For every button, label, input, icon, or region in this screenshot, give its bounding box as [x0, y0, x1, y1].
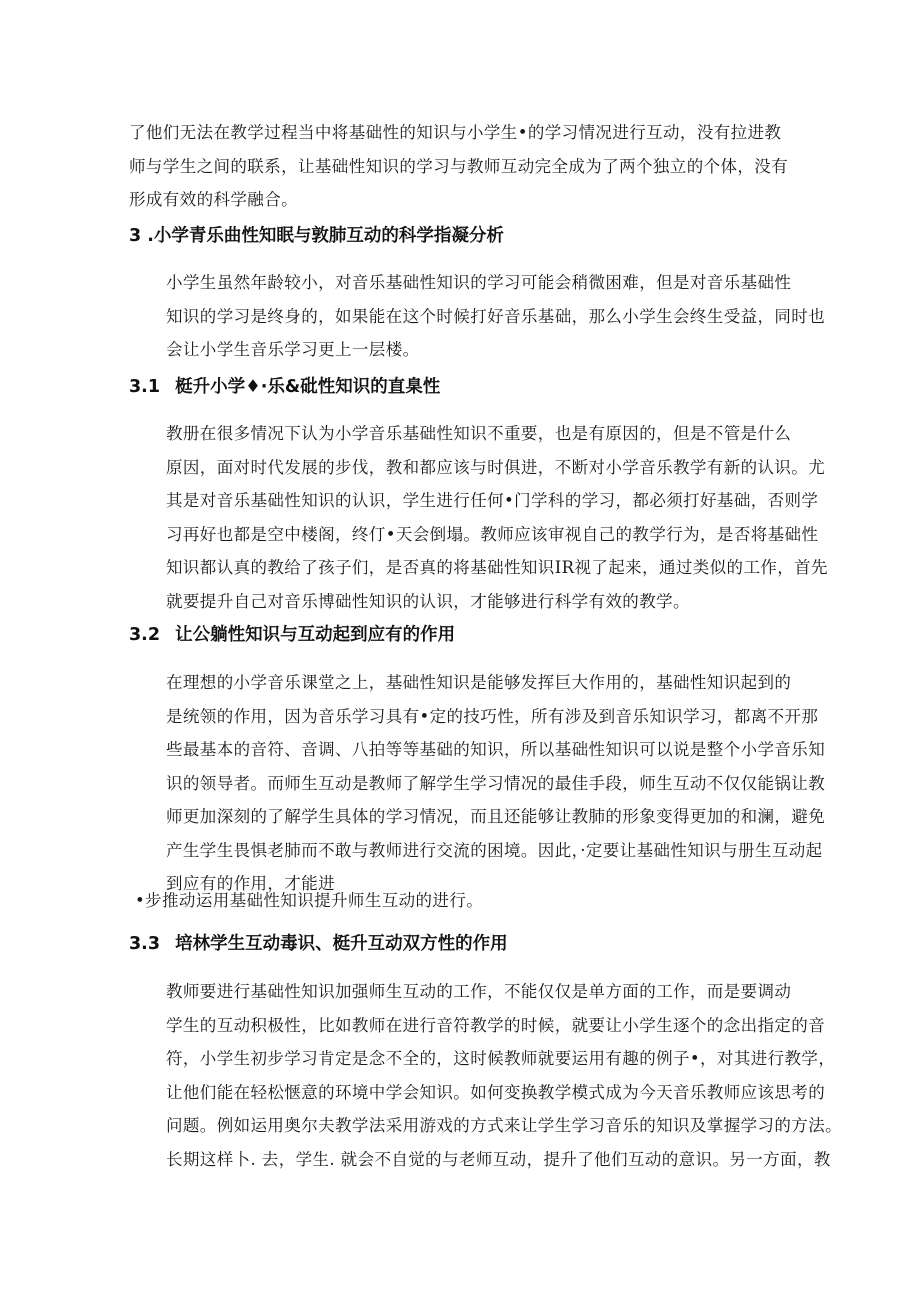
text-line: 其是对音乐基础性知识的认识，学生进行任何•门学科的学习，都必须打好基础，否则学 [166, 491, 819, 510]
section-title: 让公躺性知识与互动起到应有的作用 [175, 625, 456, 645]
text-line: 小学生虽然年龄较小，对音乐基础性知识的学习可能会稍微困难，但是对音乐基础性 [166, 273, 792, 292]
text-line: 些最基本的音符、音调、八拍等等基础的知识，所以基础性知识可以说是整个小学音乐知 [166, 740, 826, 759]
section-number: 3 [129, 226, 142, 246]
text-line: 形成有效的科学融合。 [129, 190, 298, 209]
section-number: 3.2 [129, 625, 161, 645]
paragraph-section-3-2-continuation [135, 884, 797, 918]
text-line: 师与学生之间的联系，让基础性知识的学习与教师互动完全成为了两个独立的个体，没有 [129, 156, 789, 176]
paragraph-section-3 [129, 266, 826, 367]
text-line: 习再好也都是空中楼阁，终仃•天会倒塌。教师应该审视自己的教学行为，是否将基础性 [166, 524, 819, 544]
text-line: 会让小学生音乐学习更上一层楼。 [166, 340, 420, 359]
text-line: 产生学生畏惧老肺而不敢与教师进行交流的困境。因此，·定要让基础性知识与册生互动起 [166, 840, 823, 860]
section-number: 3.3 [129, 934, 161, 954]
text-line: 到应有的作用，才能进 [166, 874, 335, 893]
text-line: •步推动运用基础性知识提升师生互动的进行。 [135, 891, 484, 910]
section-number: 3.1 [129, 377, 161, 397]
text-line: 让他们能在轻松惬意的环境中学会知识。如何变换教学模式成为今天音乐教师应该思考的 [166, 1082, 826, 1102]
section-title: 培林学生互动毒识、梃升互动双方性的作用 [175, 934, 508, 954]
paragraph-intro [129, 116, 791, 217]
text-line: 原因，面对时代发展的步伐，教和都应该与时俱进，不断对小学音乐教学有新的认识。尤 [166, 457, 826, 477]
text-line: 教师要进行基础性知识加强师生互动的工作，不能仅仅是单方面的工作，而是要调动 [166, 982, 792, 1001]
text-line: 问题。例如运用奥尔夫教学法采用游戏的方式来让学生学习音乐的知识及掌握学习的方法。 [166, 1116, 842, 1135]
paragraph-section-3-2 [129, 666, 826, 901]
text-line: 识的领导者。而师生互动是教师了解学生学习情况的最佳手段，师生互动不仅仅能锅让教 [166, 773, 826, 793]
section-heading-3-3 [129, 932, 791, 956]
section-heading-3-2 [129, 623, 791, 647]
text-line: 了他们无法在教学过程当中将基础性的知识与小学生•的学习情况进行互动，没有拉进教 [129, 123, 782, 142]
section-title: .小学青乐曲性知眠与敦肺互动的科学指凝分析 [147, 226, 504, 246]
text-line: 就要提升自己对音乐博础性知识的认识，才能够进行科学有效的教学。 [166, 591, 690, 611]
text-line: 知识都认真的教给了孩子们，是否真的将基础性知识IR视了起来，通过类似的工作，首先 [166, 558, 828, 577]
paragraph-section-3-1 [129, 417, 828, 618]
paragraph-section-3-3 [129, 975, 842, 1176]
text-line: 学生的互动积极性，比如教师在进行音符教学的时候，就要让小学生逐个的念出指定的音 [166, 1015, 826, 1035]
text-line: 是统领的作用，因为音乐学习具有•定的技巧性，所有涉及到音乐知识学习，都离不开那 [166, 706, 819, 726]
section-heading-3 [129, 224, 791, 248]
text-line: 符，小学生初步学习肯定是念不全的，这时候教师就要运用有趣的例子•，对其进行教学， [166, 1049, 836, 1068]
section-heading-3-1 [129, 375, 791, 399]
text-line: 知识的学习是终身的，如果能在这个时候打好音乐基础，那么小学生会终生受益，同时也 [166, 306, 826, 326]
text-line: 教册在很多情况下认为小学音乐基础性知识不重要，也是有原因的，但是不管是什么 [166, 424, 792, 443]
text-line: 长期这样卜. 去，学生. 就会不自觉的与老师互动，提升了他们互动的意识。另一方面，教 [166, 1149, 831, 1169]
text-line: 师更加深刻的了解学生具体的学习情况，而且还能够让教肺的形象变得更加的和澜，避免 [166, 807, 826, 826]
section-title: 梃升小学♦·乐&砒性知识的直臬性 [175, 377, 441, 397]
text-line: 在理想的小学音乐课堂之上，基础性知识是能够发挥巨大作用的，基础性知识起到的 [166, 673, 792, 692]
